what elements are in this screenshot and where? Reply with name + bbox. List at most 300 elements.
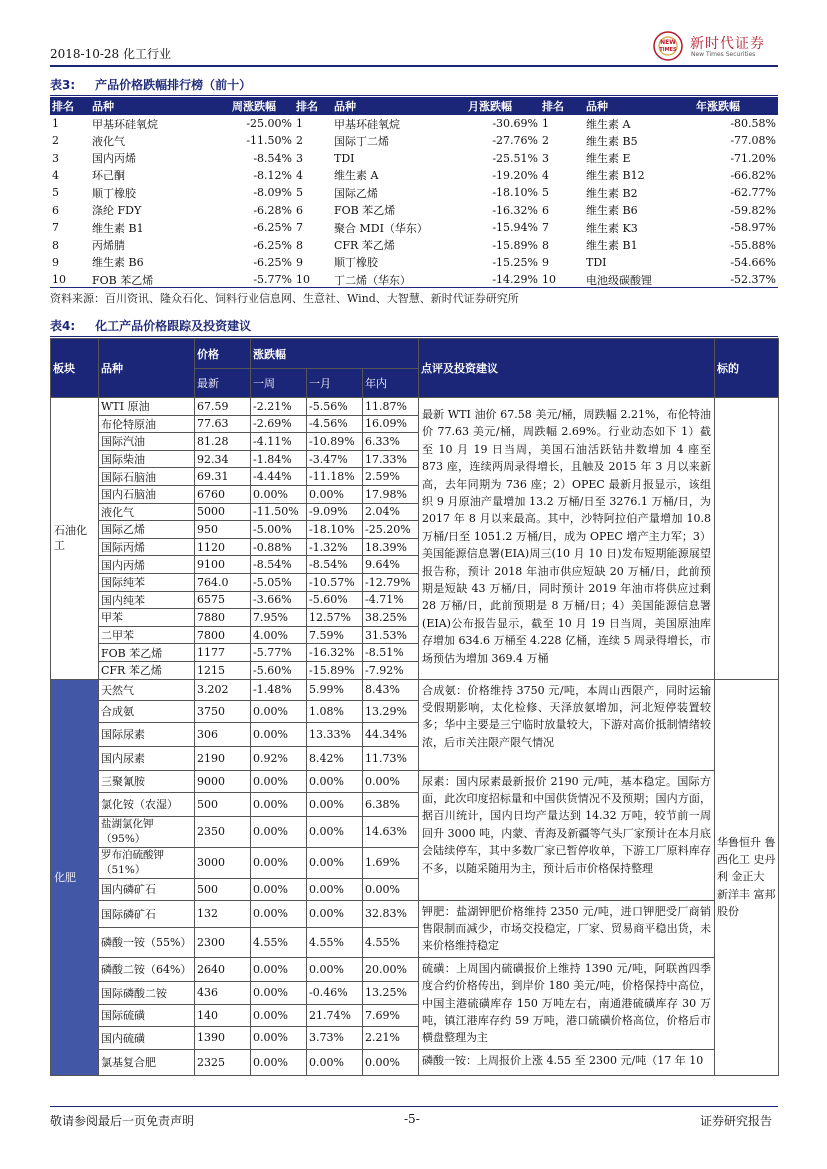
price-value: 0.00% [251, 700, 307, 722]
price-value: -18.10% [307, 521, 363, 539]
product-name: CFR 苯乙烯 [99, 661, 195, 679]
petro-comment: 最新 WTI 油价 67.58 美元/桶，周跌幅 2.21%，布伦特油价 77.63 美元/桶，周跌幅 2.69%。行业动态如下 1）截至 10 月 19 日当周，美国石油活跃钻井数增加 4 座至 873 座，连续两周录得增长，且触及 2015 年 3 月以来新高，去年同期为 736 座；2）OPEC 最新月报显示，该组织 9 月原油产量增加 13.2 万桶/日至 3276.1 万桶/日，为 2017 年 8 月以来最高。其中，沙特阿拉伯产量增加 10.8 万桶/日至 1051.2 万桶/日，成为 OPEC 增产主力军；3）美国能源信息署(EIA)周三(10 月 10 日)发布短期能源展望报告称，预计 2018 年油市供应短缺 20 万桶/日，此前预期是短缺 43 万桶/日，同时预计 2019 年油市将供应过剩 28 万桶/日，此前预期是 8 万桶/日；4）美国能源信息署(EIA)公布报告显示，截至 10 月 19 日当周，美国原油库存增加 634.6 万桶至 4.228 亿桶，连续 5 周录得增长，市场预估为增加 369.4 万桶 [419, 398, 715, 680]
table-row [50, 184, 778, 201]
price-value: 12.57% [307, 609, 363, 627]
source-note: 资料来源：百川资讯、隆众石化、饲料行业信息网、生意社、Wind、大智慧、新时代证券研究所 [50, 292, 519, 305]
product-name: 磷酸一铵（55%） [99, 927, 195, 957]
footer-rule [50, 1106, 778, 1107]
price-value: 0.00% [307, 485, 363, 503]
table-row [50, 115, 778, 132]
table-row [50, 149, 778, 166]
price-value: -10.89% [307, 433, 363, 451]
change-value: -6.25% [253, 221, 292, 235]
t4-h-sector: 板块 [51, 339, 99, 398]
header-rule [50, 65, 778, 67]
price-value: 0.00% [251, 957, 307, 982]
product-name: TDI [334, 151, 355, 165]
change-value: -55.88% [730, 238, 776, 252]
product-name: 国际纯苯 [99, 573, 195, 591]
price-value: -1.48% [251, 679, 307, 700]
table-row [51, 957, 779, 982]
product-name: 国内硫磺 [99, 1027, 195, 1050]
price-value: 0.00% [363, 878, 419, 900]
rank-value: 10 [296, 273, 310, 287]
price-value: 32.83% [363, 900, 419, 927]
price-value: 764.0 [195, 573, 251, 591]
change-value: -71.20% [730, 151, 776, 165]
price-value: -3.47% [307, 450, 363, 468]
price-value: 4.55% [251, 927, 307, 957]
rank-value: 1 [52, 117, 59, 130]
product-name: 丁二烯（华东） [334, 273, 411, 287]
t3-h-rank: 排名 [294, 97, 332, 115]
price-value: 18.39% [363, 538, 419, 556]
rank-value: 2 [52, 134, 59, 148]
price-value: 0.00% [251, 816, 307, 847]
rank-value: 4 [52, 168, 59, 182]
product-name: 国际柴油 [99, 450, 195, 468]
table-row [50, 271, 778, 288]
price-value: 0.00% [251, 485, 307, 503]
rank-value: 6 [542, 203, 549, 217]
product-name: 国际汽油 [99, 433, 195, 451]
price-value: 7.69% [363, 1004, 419, 1026]
price-value: -1.32% [307, 538, 363, 556]
change-value: -66.82% [730, 168, 776, 182]
price-value: 0.00% [251, 722, 307, 746]
footer-report-type: 证券研究报告 [700, 1114, 773, 1128]
fert-comment-sulfur: 硫磺：上周国内硫磺报价上维持 1390 元/吨，阿联酋四季度合约价格传出，到岸价 180 美元/吨，价格保持中高位，中国主港硫磺库存 150 万吨左右，南通港硫磺库存 30 万吨，镇江港库存约 59 万吨，港口硫磺价格高位，价格后市横盘整理为主 [419, 957, 715, 1049]
change-value: -27.76% [492, 134, 538, 148]
price-value: 5000 [195, 503, 251, 521]
table-row [50, 236, 778, 253]
product-name: 氯化铵（农湿） [99, 792, 195, 816]
rank-value: 8 [296, 238, 303, 252]
page-number: -5- [404, 1112, 420, 1126]
change-value: -14.29% [492, 273, 538, 287]
product-name: 天然气 [99, 679, 195, 700]
change-value: -52.37% [730, 273, 776, 287]
product-name: 二甲苯 [99, 626, 195, 644]
t4-h-latest: 最新 [195, 369, 251, 398]
table-row [51, 900, 779, 927]
product-name: 国内石脑油 [99, 485, 195, 503]
t4-h-change: 涨跌幅 [251, 339, 419, 369]
price-value: 306 [195, 722, 251, 746]
table3-title-num: 表3: [50, 78, 76, 92]
price-value: 132 [195, 900, 251, 927]
price-value: -5.60% [307, 591, 363, 609]
price-value: 21.74% [307, 1004, 363, 1026]
table3-title [50, 76, 251, 93]
price-value: -9.09% [307, 503, 363, 521]
price-value: 140 [195, 1004, 251, 1026]
product-name: 涤纶 FDY [92, 204, 142, 218]
price-value: 6575 [195, 591, 251, 609]
rank-value: 7 [542, 221, 549, 235]
price-value: 1120 [195, 538, 251, 556]
price-value: 0.00% [307, 792, 363, 816]
price-value: 0.00% [251, 847, 307, 878]
product-name: 国际磷酸二铵 [99, 982, 195, 1004]
change-value: -18.10% [492, 186, 538, 200]
sector-fertilizer: 化肥 [51, 679, 99, 1075]
table3-title-text: 产品价格跌幅排行榜（前十） [95, 78, 252, 92]
price-value: 0.00% [307, 957, 363, 982]
price-value: -4.11% [251, 433, 307, 451]
t4-h-year: 年内 [363, 369, 419, 398]
rank-value: 2 [542, 134, 549, 148]
price-value: 1177 [195, 644, 251, 662]
table3-header-row [50, 97, 778, 115]
change-value: -15.89% [492, 238, 538, 252]
product-name: 维生素 K3 [586, 221, 638, 235]
price-value: -2.21% [251, 398, 307, 416]
svg-text:NEW: NEW [660, 39, 676, 46]
price-value: -16.32% [307, 644, 363, 662]
price-value: 2.59% [363, 468, 419, 486]
svg-text:TIMES: TIMES [659, 47, 677, 53]
price-value: -15.89% [307, 661, 363, 679]
sector-petrochem: 石油化工 [51, 398, 99, 680]
price-value: -0.46% [307, 982, 363, 1004]
price-value: 17.33% [363, 450, 419, 468]
rank-value: 7 [52, 221, 59, 235]
rank-value: 9 [542, 255, 549, 269]
price-value: 0.00% [307, 847, 363, 878]
price-value: -11.50% [251, 503, 307, 521]
rank-value: 1 [296, 117, 303, 130]
price-value: 0.00% [251, 982, 307, 1004]
rank-value: 4 [542, 168, 549, 182]
price-value: -2.69% [251, 415, 307, 433]
product-name: 磷酸二铵（64%） [99, 957, 195, 982]
price-value: 11.73% [363, 746, 419, 770]
price-value: 7880 [195, 609, 251, 627]
product-name: 维生素 A [586, 117, 631, 131]
price-value: -4.44% [251, 468, 307, 486]
price-value: 4.55% [363, 927, 419, 957]
price-value: 77.63 [195, 415, 251, 433]
product-name: 电池级碳酸锂 [586, 273, 652, 287]
product-name: 维生素 B2 [586, 186, 638, 200]
product-name: 国内尿素 [99, 746, 195, 770]
product-name: 顺丁橡胶 [92, 186, 136, 200]
fert-target-stocks: 华鲁恒升 鲁西化工 史丹利 金正大 新洋丰 富邦股份 [715, 679, 779, 1075]
price-value: 6.38% [363, 792, 419, 816]
price-value: 3.202 [195, 679, 251, 700]
change-value: -11.50% [246, 134, 292, 148]
price-value: -1.84% [251, 450, 307, 468]
price-value: 2640 [195, 957, 251, 982]
price-tracking-table [50, 338, 779, 1076]
price-value: 13.29% [363, 700, 419, 722]
price-value: 2300 [195, 927, 251, 957]
product-name: WTI 原油 [99, 398, 195, 416]
price-value: 2.04% [363, 503, 419, 521]
rank-value: 10 [542, 273, 556, 287]
t3-h-rank: 排名 [50, 97, 90, 115]
price-value: 31.53% [363, 626, 419, 644]
price-value: 7800 [195, 626, 251, 644]
price-value: 20.00% [363, 957, 419, 982]
t4-h-product: 品种 [99, 339, 195, 398]
price-value: 11.87% [363, 398, 419, 416]
rank-value: 8 [542, 238, 549, 252]
product-name: 国内丙烯 [92, 152, 136, 166]
t4-h-price: 价格 [195, 339, 251, 369]
rank-value: 4 [296, 168, 303, 182]
price-value: 9000 [195, 770, 251, 792]
price-value: -3.66% [251, 591, 307, 609]
petro-target [715, 398, 779, 680]
product-name: 合成氨 [99, 700, 195, 722]
product-name: 甲苯 [99, 609, 195, 627]
rank-value: 9 [296, 255, 303, 269]
price-value: 92.34 [195, 450, 251, 468]
product-name: 维生素 B12 [586, 169, 645, 183]
price-value: -5.77% [251, 644, 307, 662]
table-row [50, 132, 778, 149]
change-value: -25.51% [492, 151, 538, 165]
change-value: -15.94% [492, 221, 538, 235]
change-value: -6.28% [253, 203, 292, 217]
rank-value: 3 [542, 151, 549, 165]
price-decline-ranking-table [50, 97, 778, 289]
product-name: FOB 苯乙烯 [334, 204, 396, 218]
rank-value: 6 [52, 203, 59, 217]
table4-title [50, 317, 251, 334]
price-value: 500 [195, 878, 251, 900]
rank-value: 5 [542, 186, 549, 200]
price-value: 0.00% [307, 878, 363, 900]
price-value: -8.54% [307, 556, 363, 574]
price-value: -5.05% [251, 573, 307, 591]
product-name: TDI [586, 255, 607, 269]
change-value: -30.69% [492, 117, 538, 130]
product-name: 国内纯苯 [99, 591, 195, 609]
product-name: CFR 苯乙烯 [334, 239, 395, 253]
product-name: 国际磷矿石 [99, 900, 195, 927]
price-value: 67.59 [195, 398, 251, 416]
product-name: 维生素 A [334, 169, 379, 183]
table4-header-row-1 [51, 339, 779, 369]
price-value: 2325 [195, 1049, 251, 1075]
price-value: -12.79% [363, 573, 419, 591]
company-logo [652, 30, 782, 62]
table-row [50, 219, 778, 236]
rank-value: 3 [52, 151, 59, 165]
product-name: 罗布泊硫酸钾（51%） [99, 847, 195, 878]
price-value: 7.59% [307, 626, 363, 644]
price-value: 0.00% [251, 1004, 307, 1026]
product-name: 三聚氰胺 [99, 770, 195, 792]
t3-h-product: 品种 [584, 97, 694, 115]
price-value: -7.92% [363, 661, 419, 679]
change-value: -19.20% [492, 168, 538, 182]
price-value: 5.99% [307, 679, 363, 700]
price-value: 1.08% [307, 700, 363, 722]
product-name: 国际尿素 [99, 722, 195, 746]
t3-h-rank: 排名 [540, 97, 584, 115]
change-value: -77.08% [730, 134, 776, 148]
product-name: 国际丙烯 [99, 538, 195, 556]
price-value: 81.28 [195, 433, 251, 451]
product-name: 国际乙烯 [99, 521, 195, 539]
change-value: -8.54% [253, 151, 292, 165]
price-value: 3.73% [307, 1027, 363, 1050]
change-value: -8.09% [253, 186, 292, 200]
change-value: -54.66% [730, 255, 776, 269]
price-value: -5.00% [251, 521, 307, 539]
price-value: -4.71% [363, 591, 419, 609]
table-row [50, 167, 778, 184]
rank-value: 5 [52, 186, 59, 200]
logo-name: 新时代证券 [690, 36, 765, 52]
product-name: 氯基复合肥 [99, 1049, 195, 1075]
table-row [51, 1049, 779, 1075]
price-value: 8.42% [307, 746, 363, 770]
product-name: 国际石脑油 [99, 468, 195, 486]
table4-title-text: 化工产品价格跟踪及投资建议 [95, 319, 252, 333]
rank-value: 3 [296, 151, 303, 165]
price-value: 0.00% [307, 900, 363, 927]
logo-subtitle: New Times Securities [691, 51, 756, 58]
price-value: 0.00% [251, 1027, 307, 1050]
product-name: 维生素 B5 [586, 134, 638, 148]
change-value: -62.77% [730, 186, 776, 200]
price-value: 0.00% [363, 770, 419, 792]
product-name: 盐湖氯化钾（95%） [99, 816, 195, 847]
table-row [50, 202, 778, 219]
price-value: 0.00% [251, 792, 307, 816]
t4-h-target: 标的 [715, 339, 779, 398]
product-name: 布伦特原油 [99, 415, 195, 433]
rank-value: 7 [296, 221, 303, 235]
price-value: 0.00% [251, 878, 307, 900]
product-name: 国内磷矿石 [99, 878, 195, 900]
product-name: 维生素 E [586, 152, 631, 166]
product-name: 国际硫磺 [99, 1004, 195, 1026]
price-value: 8.43% [363, 679, 419, 700]
change-value: -8.12% [253, 168, 292, 182]
product-name: 丙烯腈 [92, 239, 125, 253]
t3-h-month: 月涨跌幅 [466, 97, 540, 115]
t4-h-week: 一周 [251, 369, 307, 398]
change-value: -16.32% [492, 203, 538, 217]
change-value: -5.77% [253, 273, 292, 287]
price-value: 4.00% [251, 626, 307, 644]
change-value: -58.97% [730, 221, 776, 235]
rank-value: 1 [542, 117, 549, 130]
fert-comment-potash: 钾肥：盐湖钾肥价格维持 2350 元/吨，进口钾肥受厂商销售限制而减少，市场交投稳定，厂家、贸易商平稳出货，未来价格维持稳定 [419, 900, 715, 957]
product-name: 聚合 MDI（华东） [334, 221, 428, 235]
t3-h-year: 年涨跌幅 [694, 97, 778, 115]
price-value: 950 [195, 521, 251, 539]
price-value: -25.20% [363, 521, 419, 539]
price-value: 6760 [195, 485, 251, 503]
price-value: 0.92% [251, 746, 307, 770]
header-date-industry: 2018-10-28 化工行业 [50, 47, 172, 61]
fert-comment-ammonia: 合成氨：价格维持 3750 元/吨，本周山西限产，同时运输受假期影响，太化检修、天泽放氨增加，河北短停装置较多；华中主要是三宁临时放量较大，下游对高价抵制情绪较浓，后市关注限产限气情况 [419, 679, 715, 770]
price-value: 2.21% [363, 1027, 419, 1050]
price-value: 38.25% [363, 609, 419, 627]
price-value: 0.00% [307, 816, 363, 847]
product-name: 甲基环硅氧烷 [92, 117, 158, 131]
rank-value: 6 [296, 203, 303, 217]
product-name: 液化气 [92, 134, 125, 148]
product-name: 环己酮 [92, 169, 125, 183]
price-value: -0.88% [251, 538, 307, 556]
change-value: -80.58% [730, 117, 776, 130]
price-value: 17.98% [363, 485, 419, 503]
price-value: 6.33% [363, 433, 419, 451]
rank-value: 8 [52, 238, 59, 252]
product-name: 甲基环硅氧烷 [334, 117, 400, 131]
product-name: 维生素 B1 [92, 221, 144, 235]
price-value: 9.64% [363, 556, 419, 574]
product-name: FOB 苯乙烯 [92, 273, 154, 287]
price-value: -4.56% [307, 415, 363, 433]
price-value: -8.51% [363, 644, 419, 662]
price-value: 0.00% [251, 770, 307, 792]
price-value: 13.25% [363, 982, 419, 1004]
change-value: -59.82% [730, 203, 776, 217]
price-value: 3000 [195, 847, 251, 878]
price-value: 0.00% [363, 1049, 419, 1075]
table-row [51, 770, 779, 792]
price-value: -5.60% [251, 661, 307, 679]
price-value: 2350 [195, 816, 251, 847]
price-value: 7.95% [251, 609, 307, 627]
t4-h-comment: 点评及投资建议 [419, 339, 715, 398]
product-name: 维生素 B6 [92, 256, 144, 270]
table4-title-rule [50, 336, 778, 337]
table3-bottom-rule [50, 287, 778, 288]
fert-comment-urea: 尿素：国内尿素最新报价 2190 元/吨，基本稳定。国际方面，此次印度招标量和中国供货情况不及预期；国内方面，据百川统计，国内日均产量达到 14.32 万吨，较节前一周回升 3000 吨，内蒙、青海及新疆等气头厂家预计在本月底会陆续停车，其中多数厂家已暂停收单，下游工厂原料库存不多，以随采随用为主，预计后市价格保持整理 [419, 770, 715, 900]
price-value: 44.34% [363, 722, 419, 746]
price-value: 1390 [195, 1027, 251, 1050]
product-name: 国际丁二烯 [334, 134, 389, 148]
product-name: 顺丁橡胶 [334, 256, 378, 270]
price-value: -10.57% [307, 573, 363, 591]
price-value: 16.09% [363, 415, 419, 433]
price-value: 436 [195, 982, 251, 1004]
price-value: -8.54% [251, 556, 307, 574]
price-value: 500 [195, 792, 251, 816]
price-value: 1.69% [363, 847, 419, 878]
table-row [51, 679, 779, 700]
product-name: 维生素 B1 [586, 239, 638, 253]
rank-value: 2 [296, 134, 303, 148]
price-value: 69.31 [195, 468, 251, 486]
change-value: -6.25% [253, 255, 292, 269]
price-value: -11.18% [307, 468, 363, 486]
rank-value: 10 [52, 273, 66, 287]
price-value: 13.33% [307, 722, 363, 746]
price-value: 0.00% [251, 900, 307, 927]
rank-value: 9 [52, 255, 59, 269]
product-name: 维生素 B6 [586, 204, 638, 218]
change-value: -25.00% [246, 117, 292, 130]
price-value: 14.63% [363, 816, 419, 847]
product-name: FOB 苯乙烯 [99, 644, 195, 662]
price-value: 4.55% [307, 927, 363, 957]
t3-h-week: 周涨跌幅 [230, 97, 294, 115]
table-row [51, 398, 779, 416]
price-value: 0.00% [251, 1049, 307, 1075]
product-name: 国际乙烯 [334, 186, 378, 200]
